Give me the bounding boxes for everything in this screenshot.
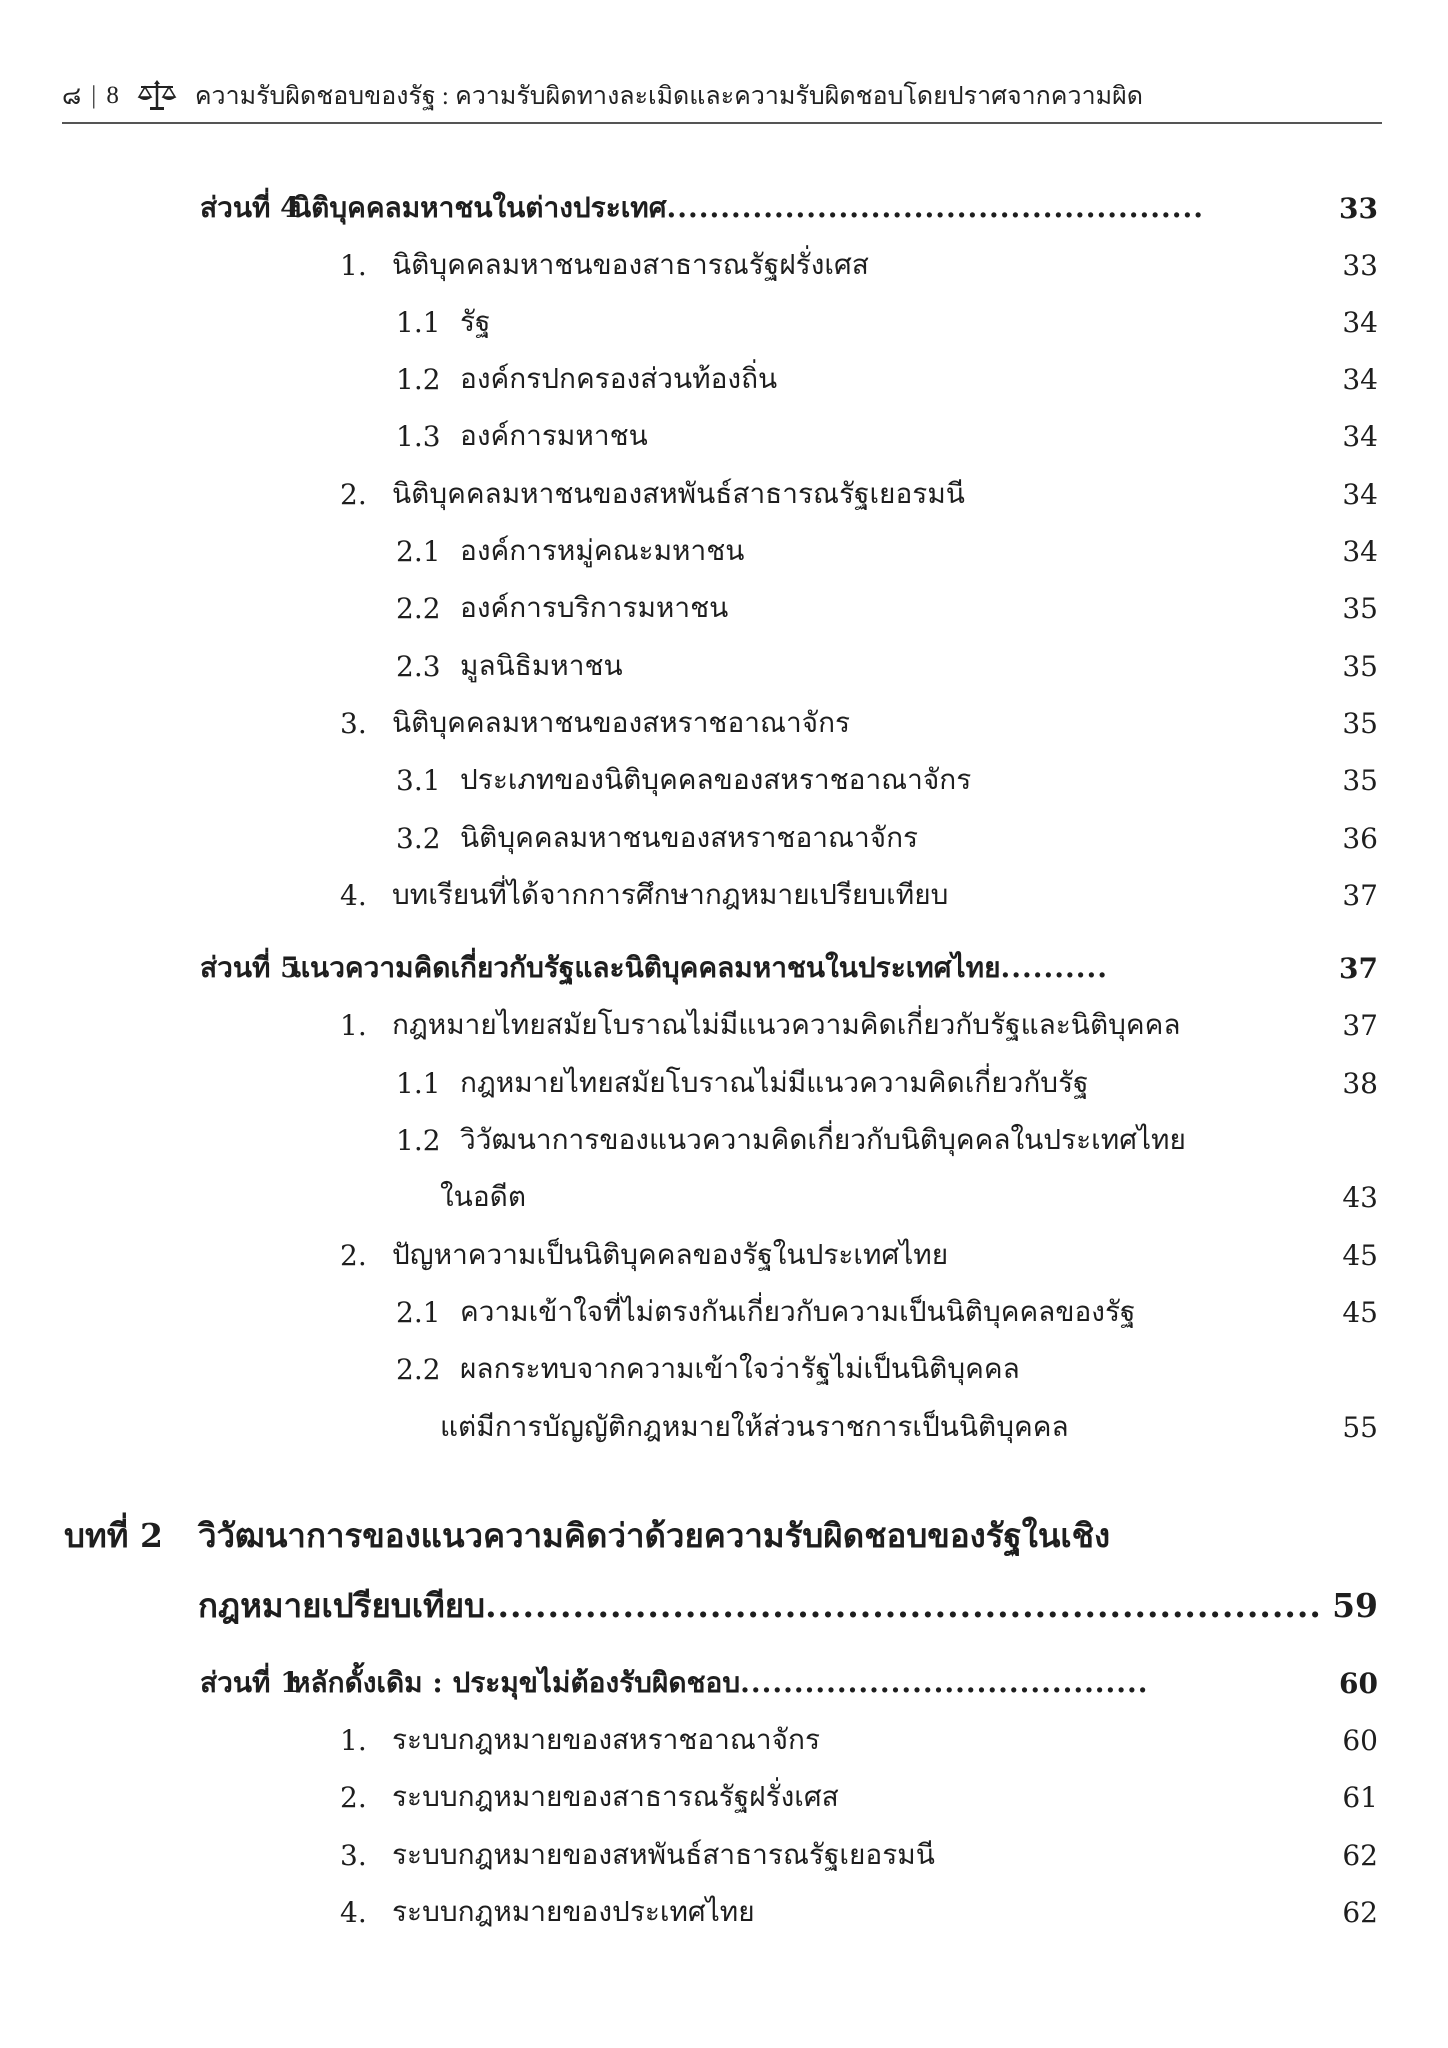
toc-entry-number: ส่วนที่ 1	[200, 1666, 300, 1699]
toc-entry-title	[292, 1661, 1149, 1705]
toc-entry-page-number: 35	[1342, 706, 1378, 740]
toc-entry-title-text: ระบบกฎหมายของประเทศไทย	[392, 1895, 755, 1928]
dot-leader: ..................................................	[666, 191, 1204, 224]
toc-entry	[0, 1341, 1448, 1397]
toc-entry	[0, 638, 1448, 694]
toc-entry-title	[460, 414, 648, 458]
toc-entry-number: 1.2	[396, 1123, 441, 1157]
toc-entry-page-number: 35	[1342, 591, 1378, 625]
toc-entry	[0, 523, 1448, 579]
toc-entry-number: 3.	[340, 1838, 367, 1872]
toc-entry-number: 2.2	[396, 1352, 441, 1386]
toc-entry	[0, 1112, 1448, 1168]
running-header	[62, 70, 1382, 124]
toc-entry-page-number: 34	[1342, 534, 1378, 568]
toc-entry-number: 1.1	[396, 1066, 441, 1100]
toc-entry-page-number: 43	[1342, 1180, 1378, 1214]
toc-entry-title	[392, 243, 869, 287]
toc-entry-title	[460, 758, 971, 802]
toc-entry-title	[460, 586, 728, 630]
toc-entry-number: 3.2	[396, 821, 441, 855]
dot-leader: ...................................................................	[485, 1585, 1322, 1625]
toc-entry-number: 3.	[340, 706, 367, 740]
toc-entry-number: 1.2	[396, 362, 441, 396]
toc-entry-number: บทที่ 2	[64, 1515, 163, 1555]
toc-entry-number: 4.	[340, 878, 367, 912]
toc-entry-number: 2.1	[396, 534, 441, 568]
toc-entry-number: 3.1	[396, 763, 441, 797]
toc-entry-title	[392, 1003, 1181, 1047]
page-number: 8	[106, 82, 119, 109]
toc-entry-page-number: 37	[1339, 951, 1378, 985]
toc-entry-title-text: มูลนิธิมหาชน	[460, 649, 623, 682]
toc-entry-title-text: ในอดีต	[440, 1180, 526, 1213]
toc-entry-title-text: ประเภทของนิติบุคคลของสหราชอาณาจักร	[460, 763, 972, 796]
toc-entry	[0, 1055, 1448, 1111]
toc-entry-page-number: 38	[1342, 1066, 1378, 1100]
toc-entry-number: 1.	[340, 248, 367, 282]
toc-entry	[0, 294, 1448, 350]
toc-entry-title	[460, 357, 777, 401]
toc-entry	[0, 580, 1448, 636]
toc-entry-number: 2.2	[396, 591, 441, 625]
toc-entry-title	[392, 1718, 820, 1762]
toc-entry-title-text: หลักดั้งเดิม : ประมุขไม่ต้องรับผิดชอบ	[292, 1666, 741, 1699]
toc-entry-number: 1.1	[396, 305, 441, 339]
toc-entry-title-text: แต่มีการบัญญัติกฎหมายให้ส่วนราชการเป็นนิติบุคคล	[440, 1410, 1069, 1443]
toc-entry-title	[392, 1890, 755, 1934]
toc-entry	[0, 1284, 1448, 1340]
toc-entry	[0, 351, 1448, 407]
toc-entry-page-number: 35	[1342, 763, 1378, 797]
toc-entry-title	[392, 701, 850, 745]
toc-entry-title-text: กฎหมายไทยสมัยโบราณไม่มีแนวความคิดเกี่ยวกับรัฐ	[460, 1066, 1089, 1099]
toc-entry	[0, 695, 1448, 751]
toc-entry-title-text: องค์กรปกครองส่วนท้องถิ่น	[460, 362, 778, 395]
toc-entry-page-number: 35	[1342, 649, 1378, 683]
toc-entry-title-text: ระบบกฎหมายของสาธารณรัฐฝรั่งเศส	[392, 1780, 839, 1813]
toc-entry-title-text: องค์การบริการมหาชน	[460, 591, 729, 624]
toc-entry-title	[392, 1775, 839, 1819]
toc-entry	[0, 1169, 1448, 1225]
page-number-thai: ๘	[62, 83, 82, 110]
toc-entry-title-text: ผลกระทบจากความเข้าใจว่ารัฐไม่เป็นนิติบุคคล	[460, 1352, 1020, 1385]
toc-entry	[0, 1884, 1448, 1940]
toc-entry	[0, 1827, 1448, 1883]
toc-entry-page-number: 61	[1342, 1780, 1378, 1814]
toc-entry-page-number: 60	[1342, 1723, 1378, 1757]
scales-of-justice-icon	[137, 80, 177, 112]
toc-entry-title	[292, 946, 1108, 990]
toc-entry	[0, 1655, 1448, 1711]
toc-entry-title-text: นิติบุคคลมหาชนของสหราชอาณาจักร	[392, 706, 851, 739]
toc-entry-title	[460, 300, 491, 344]
toc-entry-page-number: 62	[1342, 1895, 1378, 1929]
toc-entry-title-text: แนวความคิดเกี่ยวกับรัฐและนิติบุคคลมหาชนในประเทศไทย	[292, 951, 1001, 984]
toc-entry	[0, 867, 1448, 923]
toc-entry-title-text: ปัญหาความเป็นนิติบุคคลของรัฐในประเทศไทย	[392, 1238, 949, 1271]
toc-entry	[0, 997, 1448, 1053]
toc-entry-title	[198, 1509, 1110, 1562]
toc-entry-title-text: นิติบุคคลมหาชนของสหราชอาณาจักร	[460, 821, 919, 854]
toc-entry-page-number: 45	[1342, 1295, 1378, 1329]
toc-entry-title	[440, 1405, 1069, 1449]
toc-entry	[0, 1227, 1448, 1283]
dot-leader: ..........	[1000, 951, 1108, 984]
toc-entry-title	[392, 1833, 935, 1877]
toc-entry-number: 2.3	[396, 649, 441, 683]
toc-entry	[0, 466, 1448, 522]
toc-entry-title-text: บทเรียนที่ได้จากการศึกษากฎหมายเปรียบเทียบ	[392, 878, 949, 911]
toc-entry-title-text: ระบบกฎหมายของสหราชอาณาจักร	[392, 1723, 820, 1756]
header-separator: |	[91, 82, 97, 109]
toc-entry-page-number: 37	[1342, 878, 1378, 912]
toc-entry-title	[460, 1347, 1020, 1391]
toc-entry-title	[392, 873, 948, 917]
toc-entry-number: 2.	[340, 1238, 367, 1272]
book-title: ความรับผิดชอบของรัฐ : ความรับผิดทางละเมิดและความรับผิดชอบโดยปราศจากความผิด	[194, 83, 1143, 110]
toc-entry-title	[292, 186, 1204, 230]
toc-entry-page-number: 34	[1342, 419, 1378, 453]
toc-entry-title	[198, 1579, 1322, 1632]
toc-entry-page-number: 60	[1339, 1666, 1378, 1700]
toc-entry-title	[460, 529, 744, 573]
toc-entry-title-text: กฎหมายไทยสมัยโบราณไม่มีแนวความคิดเกี่ยวกับรัฐและนิติบุคคล	[392, 1008, 1181, 1041]
toc-entry-number: 1.3	[396, 419, 441, 453]
toc-entry-title-text: นิติบุคคลมหาชนในต่างประเทศ	[292, 191, 667, 224]
toc-entry	[0, 1769, 1448, 1825]
toc-entry-title-text: ระบบกฎหมายของสหพันธ์สาธารณรัฐเยอรมนี	[392, 1838, 935, 1871]
toc-entry-number: 2.	[340, 1780, 367, 1814]
toc-entry-number: 1.	[340, 1723, 367, 1757]
toc-entry-title	[460, 816, 918, 860]
toc-entry-title-text: กฎหมายเปรียบเทียบ	[198, 1585, 486, 1625]
toc-entry-page-number: 34	[1342, 362, 1378, 396]
toc-entry-title-text: องค์การมหาชน	[460, 419, 648, 452]
toc-entry-title-text: นิติบุคคลมหาชนของสาธารณรัฐฝรั่งเศส	[392, 248, 869, 281]
toc-entry-page-number: 59	[1332, 1585, 1378, 1625]
toc-entry	[0, 810, 1448, 866]
toc-entry	[0, 1712, 1448, 1768]
toc-entry-title-text: วิวัฒนาการของแนวความคิดเกี่ยวกับนิติบุคคลในประเทศไทย	[460, 1123, 1186, 1156]
toc-entry	[0, 237, 1448, 293]
toc-entry-number: 1.	[340, 1008, 367, 1042]
toc-entry-page-number: 34	[1342, 477, 1378, 511]
toc-entry-title	[392, 472, 965, 516]
toc-entry	[0, 1399, 1448, 1455]
toc-entry-page-number: 33	[1339, 191, 1378, 225]
toc-entry-page-number: 37	[1342, 1008, 1378, 1042]
toc-entry-number: 2.	[340, 477, 367, 511]
toc-entry-title-text: รัฐ	[460, 305, 491, 338]
toc-entry-title	[392, 1233, 948, 1277]
toc-entry-title	[460, 644, 623, 688]
toc-entry-title-text: ความเข้าใจที่ไม่ตรงกันเกี่ยวกับความเป็นนิติบุคคลของรัฐ	[460, 1295, 1136, 1328]
toc-entry	[0, 180, 1448, 236]
toc-entry	[0, 1507, 1448, 1563]
toc-entry-title	[460, 1290, 1135, 1334]
toc-entry	[0, 940, 1448, 996]
toc-entry-number: ส่วนที่ 4	[200, 191, 300, 224]
toc-entry-number: 4.	[340, 1895, 367, 1929]
toc-entry-page-number: 45	[1342, 1238, 1378, 1272]
toc-entry	[0, 408, 1448, 464]
toc-entry-title-text: นิติบุคคลมหาชนของสหพันธ์สาธารณรัฐเยอรมนี	[392, 477, 965, 510]
toc-entry-title-text: องค์การหมู่คณะมหาชน	[460, 534, 745, 567]
toc-entry-page-number: 34	[1342, 305, 1378, 339]
toc-entry	[0, 1577, 1448, 1633]
toc-entry-page-number: 36	[1342, 821, 1378, 855]
toc-entry-number: 2.1	[396, 1295, 441, 1329]
toc-entry-page-number: 55	[1342, 1410, 1378, 1444]
toc-entry-number: ส่วนที่ 5	[200, 951, 300, 984]
toc-entry-title	[460, 1118, 1186, 1162]
toc-entry-title	[460, 1061, 1089, 1105]
toc-entry-title-text: วิวัฒนาการของแนวความคิดว่าด้วยความรับผิดชอบของรัฐในเชิง	[198, 1515, 1111, 1555]
toc-entry-title	[440, 1175, 526, 1219]
toc-entry-page-number: 62	[1342, 1838, 1378, 1872]
toc-entry	[0, 752, 1448, 808]
toc-entry-page-number: 33	[1342, 248, 1378, 282]
dot-leader: ......................................	[740, 1666, 1149, 1699]
